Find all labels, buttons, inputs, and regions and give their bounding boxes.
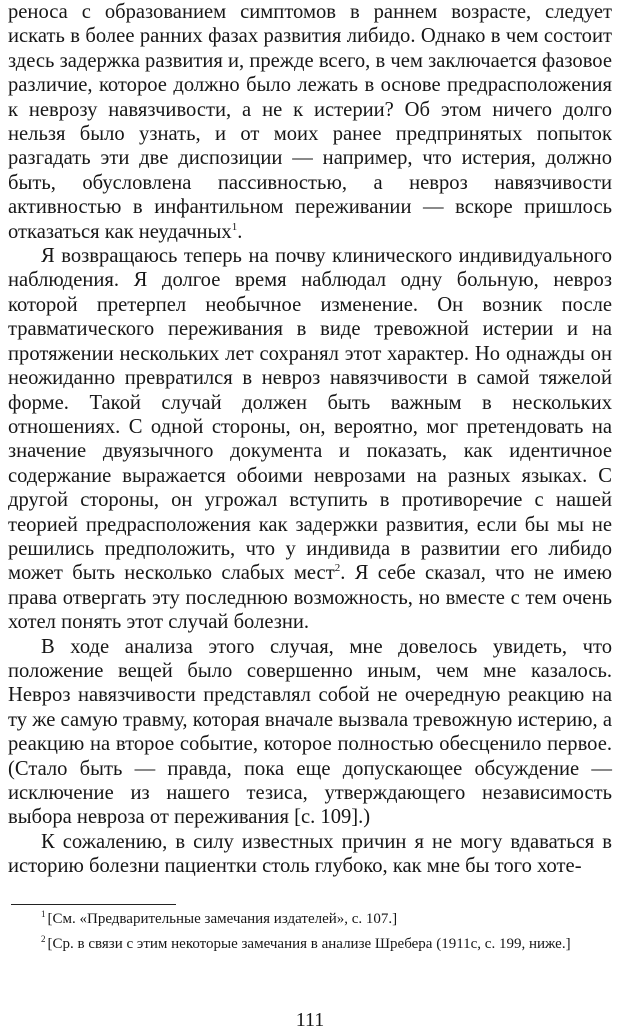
footnote-mark-1: 1 [41,909,46,919]
paragraph-4-text: К сожалению, в силу известных причин я не могу вдаваться в историю болезни пациентки столь глубоко, как мне бы того хоте- [8,830,612,878]
paragraph-1 [8,0,612,244]
paragraph-1-text: реноса с образованием симптомов в раннем возрасте, следует искать в более ранних фазах развития либидо. Однако в чем состоит здесь задержка развития и, прежде всего, в чем заключается фазовое различие, которое должно было лежать в основе предрасположения к неврозу навязчивости, а не к истерии? Об этом ничего долго нельзя было узнать, и от моих ранее предпринятых попыток разгадать эти две диспозиции — например, что истерия, должно быть, обусловлена пассивностью, а невроз навязчивости активностью в инфантильном переживании — вскоре пришлось отказаться как неудачных [8,1,612,243]
paragraph-3-text: В ходе анализа этого случая, мне довелось увидеть, что положение вещей было совершенно иным, чем мне казалось. Невроз навязчивости представлял собой не очередную реакцию на ту же самую травму, которая вначале вызвала тревожную истерию, а реакцию на второе событие, которое полностью обесценило первое. (Стало быть — правда, пока еще допускающее обсуждение — исключение из нашего тезиса, утверждающего независимость выбора невроза от переживания [с. 109].) [8,635,612,829]
footnote-separator [11,904,176,905]
paragraph-2 [8,244,612,635]
footnote-ref-1[interactable]: 1 [231,220,238,233]
footnote-1-text: [См. «Предварительные замечания издателей», с. 107.] [47,911,398,927]
footnote-2 [8,932,612,957]
paragraph-3 [8,635,612,830]
page-number: 111 [295,1009,325,1031]
footnote-1 [8,907,612,932]
footnotes [8,907,612,957]
footnote-mark-2: 2 [41,934,46,944]
paragraph-2-text: Я возвращаюсь теперь на почву клинического индивидуального наблюдения. Я долгое время наблюдал одну больную, невроз которой претерпел необычное изменение. Он возник после травматического переживания в виде тревожной истерии и на протяжении нескольких лет сохранял этот характер. Но однажды он неожиданно превратился в невроз навязчивости в самой тяжелой форме. Такой случай должен быть важным в нескольких отношениях. С одной стороны, он, вероятно, мог претендовать на значение двуязычного документа и показать, как идентичное содержание выражается обоими неврозами на разных языках. С другой стороны, он угрожал вступить в противоречие с нашей теорией предрасположения как задержки развития, если бы мы не решились предположить, что у индивида в развитии его либидо может быть несколько слабых мест [8,245,612,585]
footnote-ref-2[interactable]: 2 [334,562,341,575]
paragraph-2-tail: . Я себе сказал, что не имею права отвергать эту последнюю возможность, но вместе с тем очень хотел понять этот случай болезни. [8,562,612,634]
footnote-2-text: [Ср. в связи с этим некоторые замечания в анализе Шребера (1911с, с. 199, ниже.] [47,936,571,952]
main-text [8,0,612,879]
paragraph-4 [8,830,612,879]
paragraph-1-tail: . [237,220,243,243]
